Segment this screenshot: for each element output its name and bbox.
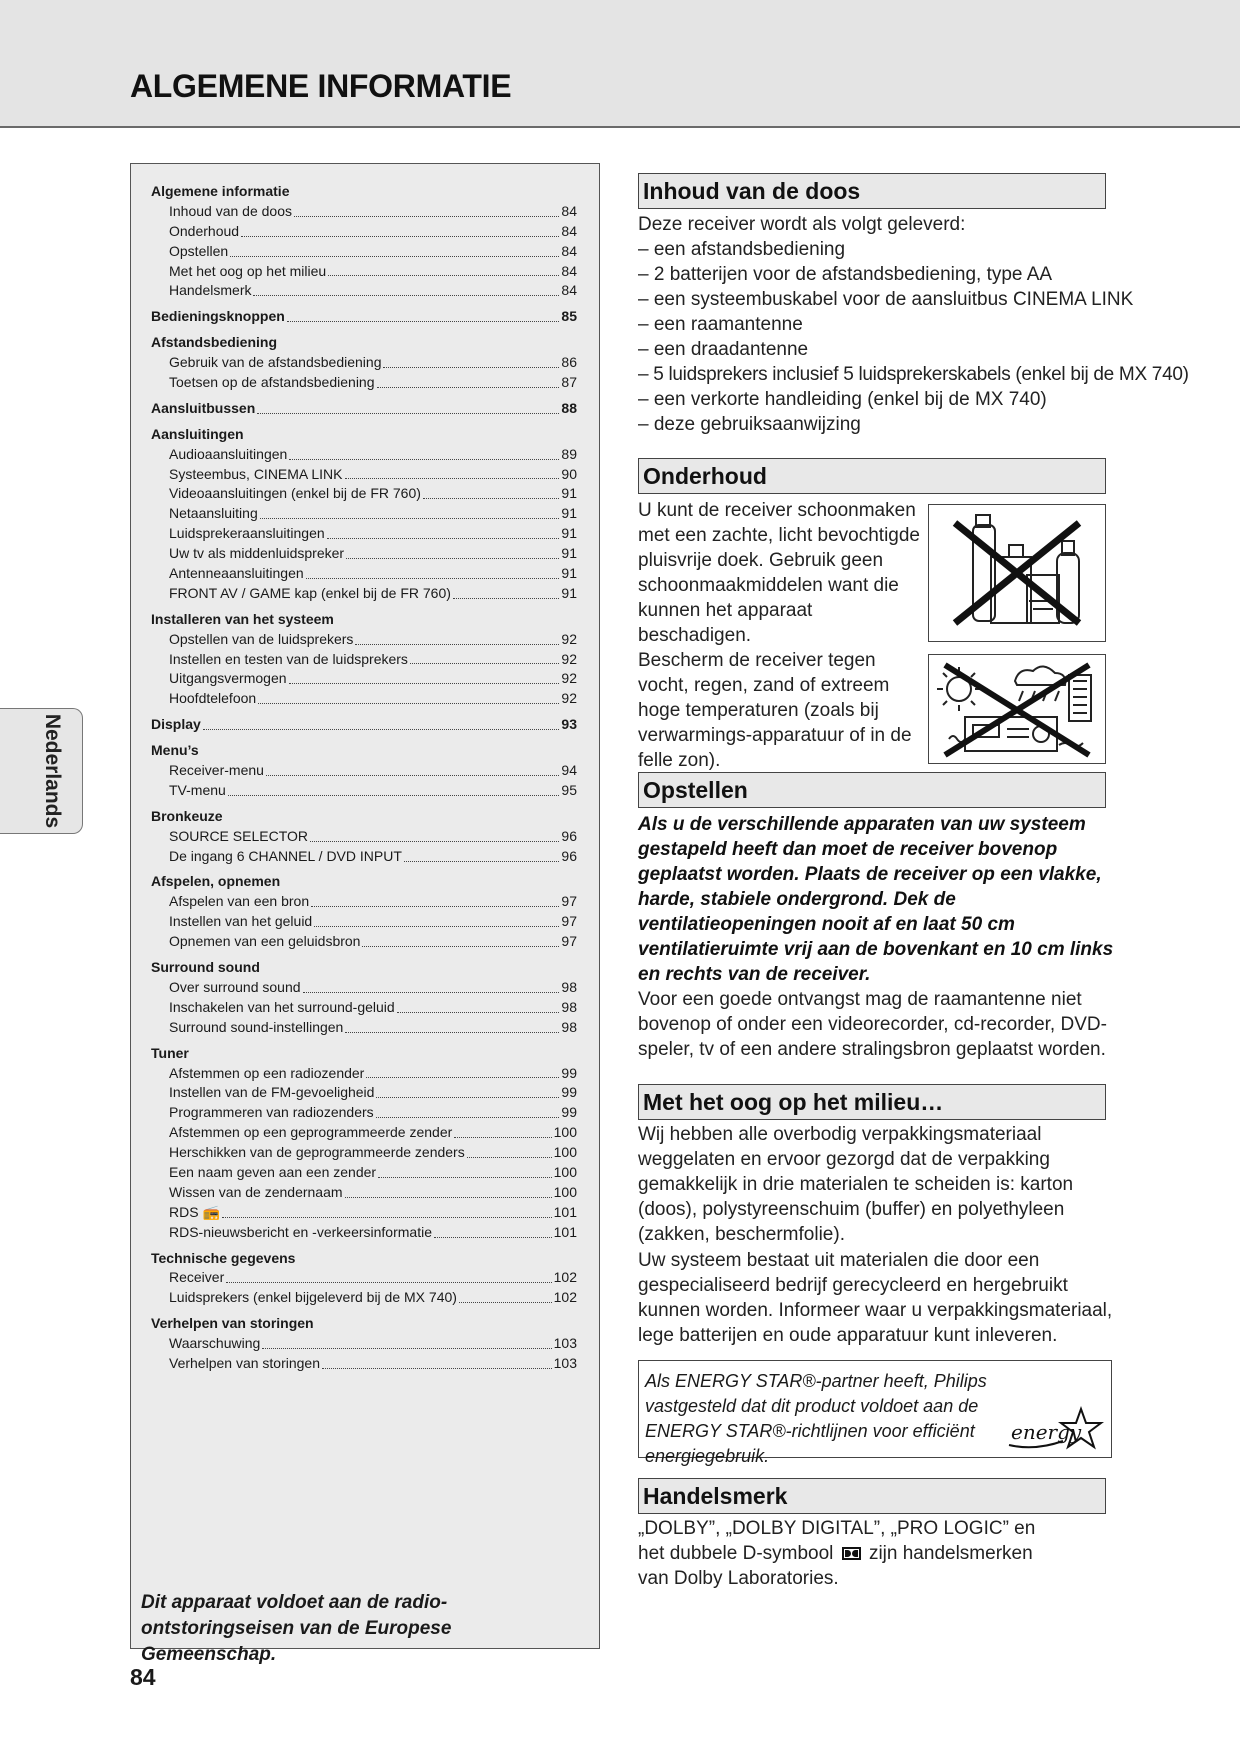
toc-entry <box>151 465 577 485</box>
list-item: – een verkorte handleiding (enkel bij de MX 740) <box>638 389 1047 410</box>
onderhoud-paragraph-1: U kunt de receiver schoonmaken met een zachte, licht bevochtigde pluisvrije doek. Gebruik geen schoonmaakmiddelen want die kunnen het apparaat beschadigen. <box>638 500 921 646</box>
toc-leader-dots <box>410 663 559 664</box>
page-number: 84 <box>130 1664 156 1690</box>
toc-page-number: 95 <box>561 781 577 798</box>
toc-entry <box>151 761 577 781</box>
toc-entry <box>151 504 577 524</box>
toc-entry <box>151 1203 577 1223</box>
toc-entry-label: Antenneaansluitingen <box>169 565 304 582</box>
toc-section-label: Display <box>151 716 201 733</box>
toc-leader-dots <box>377 387 560 388</box>
toc-entry <box>151 978 577 998</box>
toc-section-title <box>151 333 577 353</box>
toc-page-number: 91 <box>561 565 577 582</box>
toc-leader-dots <box>327 538 560 539</box>
toc-section <box>151 182 577 301</box>
toc-entry-label: Toetsen op de afstandsbediening <box>169 374 375 390</box>
toc-page-number: 102 <box>553 1269 577 1286</box>
toc-section-label: Afspelen, opnemen <box>151 873 281 890</box>
toc-entry <box>151 1143 577 1163</box>
milieu-paragraph-2: Uw systeem bestaat uit materialen die door een gespecialiseerd bedrijf gerecycleerd en hergebruikt kunnen worden. Informeer waar u verpakkingsmateriaal, lege batterijen en oude apparatuur kunt inleveren. <box>638 1250 1113 1346</box>
toc-page-number: 103 <box>553 1354 577 1371</box>
toc-page-number: 92 <box>561 650 577 667</box>
toc-leader-dots <box>311 906 559 907</box>
toc-page-number: 100 <box>553 1124 577 1141</box>
table-of-contents <box>130 163 600 1665</box>
toc-section <box>151 958 577 1038</box>
toc-entry-label: RDS-nieuwsbericht en -verkeersinformatie <box>169 1223 432 1240</box>
toc-leader-dots <box>203 729 560 730</box>
toc-leader-dots <box>376 1097 559 1098</box>
toc-leader-dots <box>258 703 559 704</box>
toc-leader-dots <box>314 926 559 927</box>
toc-section-label: Tuner <box>151 1044 189 1061</box>
toc-leader-dots <box>328 275 559 276</box>
toc-entry <box>151 222 577 242</box>
toc-leader-dots <box>376 1117 560 1118</box>
list-item: – een draadantenne <box>638 339 809 360</box>
toc-entry <box>151 1223 577 1243</box>
toc-leader-dots <box>362 946 559 947</box>
toc-entry <box>151 262 577 282</box>
toc-page-number: 91 <box>561 505 577 522</box>
toc-page-number: 103 <box>553 1335 577 1352</box>
toc-leader-dots <box>294 216 559 217</box>
toc-leader-dots <box>303 992 560 993</box>
toc-entry <box>151 630 577 650</box>
toc-entry-label: Instellen van het geluid <box>169 913 313 930</box>
opstellen-heading: Opstellen <box>638 772 1106 808</box>
toc-leader-dots <box>454 1137 551 1138</box>
toc-entry-label: Afspelen van een bron <box>169 893 310 910</box>
toc-page-number: 84 <box>561 282 577 299</box>
cleaning-bottles-crossed-icon <box>929 505 1105 641</box>
toc-entry-label: Een naam geven aan een zender <box>169 1163 377 1180</box>
toc-entry-label: Inschakelen van het surround-geluid <box>169 998 395 1015</box>
toc-entry-label: Opstellen <box>169 242 229 259</box>
toc-section-label: Surround sound <box>151 959 260 976</box>
toc-entry-label: SOURCE SELECTOR <box>169 827 308 844</box>
toc-leader-dots <box>434 1237 552 1238</box>
toc-entry <box>151 445 577 465</box>
toc-page-number: 99 <box>561 1084 577 1101</box>
toc-entry <box>151 827 577 847</box>
toc-entry-label: Afstemmen op een geprogrammeerde zender <box>169 1124 453 1141</box>
toc-page-number: 87 <box>561 374 577 390</box>
toc-page-number: 101 <box>553 1203 577 1220</box>
toc-page-number: 85 <box>561 308 577 325</box>
toc-entry <box>151 1123 577 1143</box>
toc-section-label: Aansluitbussen <box>151 399 256 416</box>
toc-entry-label: Luidsprekeraansluitingen <box>169 525 325 542</box>
toc-entry-label: Netaansluiting <box>169 505 258 522</box>
toc-leader-dots <box>397 1012 560 1013</box>
toc-page-number: 93 <box>561 716 577 733</box>
toc-page-number: 84 <box>561 222 577 239</box>
toc-page-number: 97 <box>561 933 577 950</box>
toc-section-label: Installeren van het systeem <box>151 610 334 627</box>
toc-entry-label: Receiver-menu <box>169 762 264 779</box>
toc-entry <box>151 1183 577 1203</box>
toc-section <box>151 715 577 735</box>
energy-star-box <box>638 1360 1112 1466</box>
toc-page-number: 92 <box>561 670 577 687</box>
toc-entry <box>151 932 577 952</box>
toc-page-number: 96 <box>561 827 577 844</box>
toc-leader-dots <box>345 1197 552 1198</box>
toc-entry <box>151 1103 577 1123</box>
toc-entry <box>151 650 577 670</box>
toc-page-number: 98 <box>561 998 577 1015</box>
toc-section-label: Algemene informatie <box>151 182 290 199</box>
toc-leader-dots <box>345 1032 559 1033</box>
toc-section-title <box>151 1249 577 1269</box>
toc-page-number: 90 <box>561 465 577 482</box>
toc-entry-label: Luidsprekers (enkel bijgeleverd bij de MX 740) <box>169 1289 457 1306</box>
toc-page-number: 97 <box>561 893 577 910</box>
toc-section <box>151 1249 577 1309</box>
toc-section <box>151 1044 577 1243</box>
toc-entry-label: Waarschuwing <box>169 1335 261 1352</box>
toc-page-number: 102 <box>553 1289 577 1306</box>
toc-entry-label: Gebruik van de afstandsbediening <box>169 354 382 371</box>
toc-page-number: 100 <box>553 1163 577 1180</box>
energy-logo-text: energy <box>1011 1420 1082 1444</box>
language-tab-label: Nederlands <box>41 713 64 829</box>
toc-leader-dots <box>355 644 559 645</box>
toc-section-title <box>151 425 577 445</box>
toc-section-title <box>151 873 577 893</box>
toc-section-title <box>151 741 577 761</box>
header-band <box>0 0 1240 128</box>
sun-rain-receiver-crossed-icon <box>929 655 1105 763</box>
toc-entry <box>151 202 577 222</box>
list-item: – een afstandsbediening <box>638 239 846 260</box>
toc-entry <box>151 912 577 932</box>
toc-page-number: 84 <box>561 262 577 279</box>
list-item: – een systeembuskabel voor de aansluitbus CINEMA LINK <box>638 289 1134 310</box>
inhoud-intro: Deze receiver wordt als volgt geleverd: <box>638 214 966 235</box>
toc-leader-dots <box>378 1177 552 1178</box>
toc-leader-dots <box>222 1217 552 1218</box>
toc-page-number: 88 <box>561 399 577 416</box>
toc-section-title <box>151 307 577 327</box>
toc-entry <box>151 689 577 709</box>
toc-section-title <box>151 715 577 735</box>
milieu-heading: Met het oog op het milieu… <box>638 1084 1106 1120</box>
toc-section-label: Menu’s <box>151 742 199 759</box>
toc-leader-dots <box>230 256 559 257</box>
toc-entry <box>151 892 577 912</box>
toc-entry-label: Uitgangsvermogen <box>169 670 287 687</box>
toc-section-label: Afstandsbediening <box>151 334 278 351</box>
toc-section <box>151 333 577 393</box>
toc-leader-dots <box>459 1302 552 1303</box>
toc-page-number: 97 <box>561 913 577 930</box>
toc-page-number: 84 <box>561 242 577 259</box>
toc-entry-label: Wissen van de zendernaam <box>169 1183 343 1200</box>
toc-entry <box>151 1268 577 1288</box>
toc-entry-label: Afstemmen op een radiozender <box>169 1064 365 1081</box>
toc-page-number: 96 <box>561 847 577 864</box>
toc-section-title <box>151 807 577 827</box>
toc-entry-label: Hoofdtelefoon <box>169 690 257 707</box>
toc-entry-label: Surround sound-instellingen <box>169 1018 344 1035</box>
toc-entry <box>151 373 577 393</box>
toc-entry-label: TV-menu <box>169 781 226 798</box>
toc-entry <box>151 1288 577 1308</box>
toc-section <box>151 399 577 419</box>
toc-leader-dots <box>346 558 559 559</box>
toc-section-title <box>151 610 577 630</box>
toc-leader-dots <box>289 683 560 684</box>
toc-section-label: Aansluitingen <box>151 425 244 442</box>
toc-entry-label: Uw tv als middenluidspreker <box>169 545 345 562</box>
toc-section-label: Bedieningsknoppen <box>151 308 285 325</box>
toc-leader-dots <box>226 1282 551 1283</box>
toc-leader-dots <box>289 459 559 460</box>
energy-star-logo-icon <box>1005 1405 1105 1453</box>
toc-page-number: 99 <box>561 1104 577 1121</box>
toc-entry-label: Systeembus, CINEMA LINK <box>169 465 343 482</box>
toc-entry <box>151 1334 577 1354</box>
list-item: – 2 batterijen voor de afstandsbediening, type AA <box>638 264 1053 285</box>
heat-moisture-warning-illustration <box>928 654 1106 764</box>
toc-entry-label: Met het oog op het milieu <box>169 262 327 279</box>
opstellen-paragraph: Voor een goede ontvangst mag de raamantenne niet bovenop of onder een videorecorder, cd-recorder, DVD-speler, tv of een andere stralingsbron geplaatst worden. <box>638 989 1107 1060</box>
toc-leader-dots <box>260 518 560 519</box>
toc-section-label: Technische gegevens <box>151 1249 296 1266</box>
toc-entry-label: Instellen van de FM-gevoeligheid <box>169 1084 375 1101</box>
toc-leader-dots <box>257 413 559 414</box>
toc-page-number: 91 <box>561 485 577 502</box>
toc-entry <box>151 847 577 867</box>
toc-leader-dots <box>467 1157 552 1158</box>
toc-section-title <box>151 1314 577 1334</box>
milieu-paragraph-1: Wij hebben alle overbodig verpakkingsmateriaal weggelaten en ervoor gezorgd dat de verpakking gemakkelijk in drie materialen te scheiden is: karton (doos), polystyreenschuim (buffer) en polyethyleen (zakken, beschermfolie). <box>638 1124 1074 1245</box>
toc-page-number: 94 <box>561 762 577 779</box>
toc-entry <box>151 1018 577 1038</box>
toc-entry-label: Handelsmerk <box>169 282 252 299</box>
toc-entry <box>151 1064 577 1084</box>
toc-leader-dots <box>253 295 559 296</box>
toc-entry <box>151 781 577 801</box>
toc-leader-dots <box>241 236 559 237</box>
toc-entry <box>151 1354 577 1374</box>
toc-entry <box>151 564 577 584</box>
toc-section-label: Verhelpen van storingen <box>151 1315 314 1332</box>
toc-page-number: 91 <box>561 545 577 562</box>
toc-entry-label: FRONT AV / GAME kap (enkel bij de FR 760) <box>169 584 451 601</box>
handelsmerk-paragraph <box>638 1516 1058 1591</box>
handelsmerk-text-2: zijn handelsmerken van Dolby Laboratories. <box>638 1543 1033 1589</box>
inhoud-list <box>638 237 1189 437</box>
toc-page-number: 100 <box>553 1144 577 1161</box>
toc-entry-label: Opstellen van de luidsprekers <box>169 630 354 647</box>
toc-page-number: 101 <box>553 1223 577 1240</box>
toc-page-number: 91 <box>561 584 577 601</box>
toc-page-number: 86 <box>561 354 577 371</box>
toc-section-title <box>151 1044 577 1064</box>
toc-entry <box>151 584 577 604</box>
toc-entry <box>151 281 577 301</box>
handelsmerk-heading: Handelsmerk <box>638 1478 1106 1514</box>
onderhoud-paragraph-2: Bescherm de receiver tegen vocht, regen, zand of extreem hoge temperaturen (zoals bij verwarmings-apparatuur of in de felle zon). <box>638 650 912 771</box>
toc-leader-dots <box>345 478 560 479</box>
inhoud-heading: Inhoud van de doos <box>638 173 1106 209</box>
toc-entry-label: Onderhoud <box>169 222 240 239</box>
toc-leader-dots <box>266 775 559 776</box>
handelsmerk-text-1: „DOLBY”, „DOLBY DIGITAL”, „PRO LOGIC” en het dubbele D-symbool <box>638 1518 1036 1564</box>
no-cleaning-agents-illustration <box>928 504 1106 642</box>
toc-entry-label: Herschikken van de geprogrammeerde zenders <box>169 1144 465 1161</box>
list-item: – 5 luidsprekers inclusief 5 luidsprekerskabels (enkel bij de MX 740) <box>638 364 1189 385</box>
toc-entry <box>151 242 577 262</box>
toc-section <box>151 307 577 327</box>
toc-entry-label: Verhelpen van storingen <box>169 1354 320 1371</box>
toc-entry-label: Opnemen van een geluidsbron <box>169 933 361 950</box>
toc-page-number: 100 <box>553 1183 577 1200</box>
toc-entry-label: Instellen en testen van de luidsprekers <box>169 650 408 667</box>
page-title: ALGEMENE INFORMATIE <box>130 68 512 104</box>
toc-page-number: 84 <box>561 202 577 219</box>
list-item: – een raamantenne <box>638 314 803 335</box>
toc-entry-label: Videoaansluitingen (enkel bij de FR 760) <box>169 485 421 502</box>
toc-section-label: Bronkeuze <box>151 807 223 824</box>
toc-leader-dots <box>322 1368 552 1369</box>
toc-section <box>151 807 577 867</box>
toc-page-number: 98 <box>561 1018 577 1035</box>
energy-star-text: Als ENERGY STAR®-partner heeft, Philips vastgesteld dat dit product voldoet aan de ENERGY STAR®-richtlijnen voor efficiënt energiegebruik. <box>645 1371 987 1466</box>
toc-section-title <box>151 958 577 978</box>
onderhoud-heading: Onderhoud <box>638 458 1106 494</box>
dolby-double-d-icon <box>842 1547 861 1560</box>
toc-page-number: 89 <box>561 445 577 462</box>
toc-section-title <box>151 182 577 202</box>
toc-entry-label: Programmeren van radiozenders <box>169 1104 374 1121</box>
toc-entry <box>151 524 577 544</box>
toc-entry-label: RDS 📻 <box>169 1203 220 1220</box>
toc-note: Dit apparaat voldoet aan de radio-ontstoringseisen van de Europese Gemeenschap. <box>141 1592 452 1665</box>
inhoud-body <box>638 212 1189 437</box>
toc-entry-label: De ingang 6 CHANNEL / DVD INPUT <box>169 847 402 864</box>
toc-entry <box>151 484 577 504</box>
toc-section <box>151 873 577 953</box>
toc-leader-dots <box>404 861 560 862</box>
toc-page-number: 91 <box>561 525 577 542</box>
toc-page-number: 92 <box>561 690 577 707</box>
toc-leader-dots <box>383 367 559 368</box>
list-item: – deze gebruiksaanwijzing <box>638 414 861 435</box>
toc-list <box>151 182 577 1380</box>
toc-entry-label: Receiver <box>169 1269 225 1286</box>
toc-section <box>151 1314 577 1374</box>
toc-page-number: 92 <box>561 630 577 647</box>
toc-leader-dots <box>228 795 560 796</box>
language-tab <box>0 708 83 834</box>
toc-page-number: 98 <box>561 978 577 995</box>
toc-leader-dots <box>453 598 560 599</box>
toc-leader-dots <box>287 321 560 322</box>
toc-section <box>151 741 577 801</box>
toc-leader-dots <box>262 1348 551 1349</box>
toc-entry <box>151 1163 577 1183</box>
toc-entry-label: Inhoud van de doos <box>169 202 292 219</box>
toc-leader-dots <box>423 498 560 499</box>
toc-section-title <box>151 399 577 419</box>
toc-section <box>151 610 577 709</box>
toc-entry <box>151 544 577 564</box>
toc-entry-label: Audioaansluitingen <box>169 445 288 462</box>
toc-section <box>151 425 577 604</box>
toc-entry <box>151 669 577 689</box>
toc-entry <box>151 998 577 1018</box>
toc-leader-dots <box>306 578 560 579</box>
toc-entry <box>151 353 577 373</box>
toc-page-number: 99 <box>561 1064 577 1081</box>
toc-entry-label: Over surround sound <box>169 978 301 995</box>
toc-leader-dots <box>310 841 559 842</box>
toc-entry <box>151 1083 577 1103</box>
opstellen-warning: Als u de verschillende apparaten van uw systeem gestapeld heeft dan moet de receiver bovenop geplaatst worden. Plaats de receiver op een vlakke, harde, stabiele ondergrond. Dek de ventilatieopeningen nooit af en laat 50 cm ventilatieruimte vrij aan de bovenkant en 10 cm links en rechts van de receiver. <box>638 814 1114 985</box>
toc-leader-dots <box>366 1077 559 1078</box>
